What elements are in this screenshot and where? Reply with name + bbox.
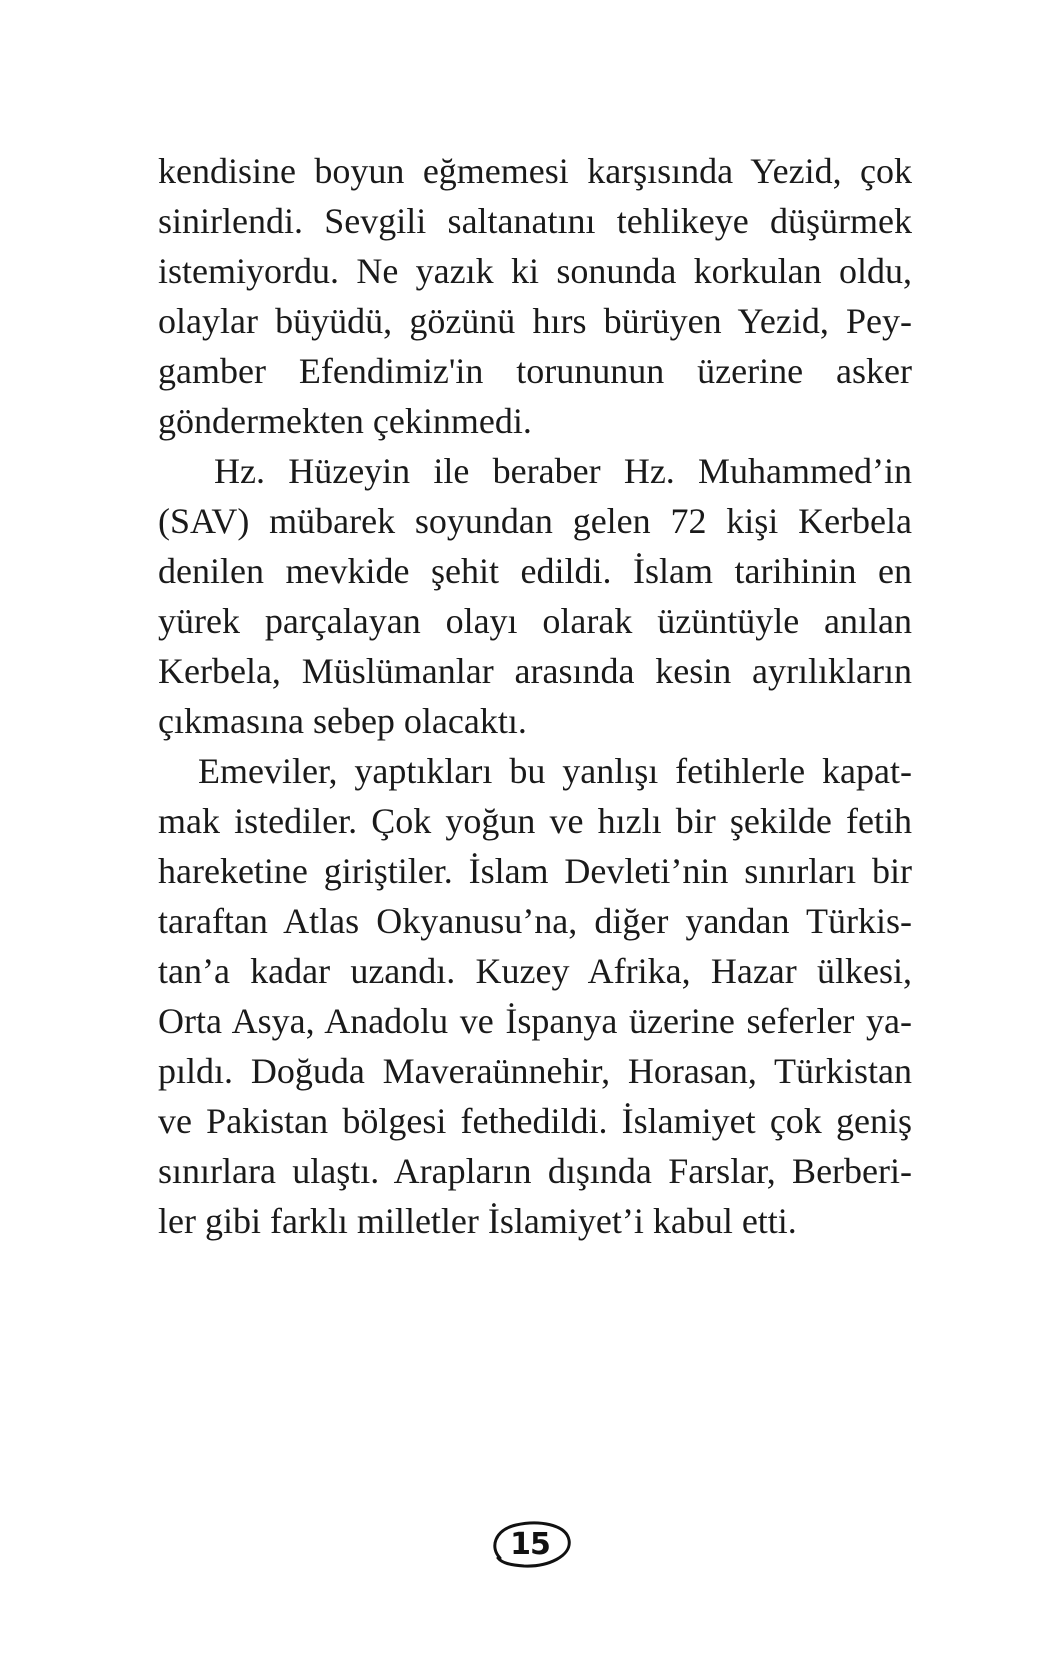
text-line: Hz. Hüzeyin ile beraber Hz. Muhammed’in — [214, 451, 912, 491]
text-line: tan’a kadar uzandı. Kuzey Afrika, Hazar ülkesi, — [158, 951, 912, 991]
text-line: kendisine boyun eğmemesi karşısında Yezid, çok — [158, 151, 912, 191]
text-line: yürek parçalayan olayı olarak üzüntüyle anılan — [158, 601, 912, 641]
text-line: Kerbela, Müslümanlar arasında kesin ayrılıkların — [158, 651, 912, 691]
text-line: istemiyordu. Ne yazık ki sonunda korkulan oldu, — [158, 251, 912, 291]
text-line: sinirlendi. Sevgili saltanatını tehlikeye düşürmek — [158, 201, 912, 241]
text-line: (SAV) mübarek soyundan gelen 72 kişi Kerbela — [158, 501, 912, 541]
page-number — [486, 1518, 574, 1572]
text-line: olaylar büyüdü, gözünü hırs bürüyen Yezid, Pey- — [158, 301, 912, 341]
text-line: Emeviler, yaptıkları bu yanlışı fetihlerle kapat- — [198, 751, 912, 791]
text-line: mak istediler. Çok yoğun ve hızlı bir şekilde fetih — [158, 801, 912, 841]
text-line: Orta Asya, Anadolu ve İspanya üzerine seferler ya- — [158, 1001, 912, 1041]
text-line: taraftan Atlas Okyanusu’na, diğer yandan Türkis- — [158, 901, 912, 941]
text-line: denilen mevkide şehit edildi. İslam tarihinin en — [158, 551, 912, 591]
page-number-value: 15 — [510, 1527, 550, 1562]
text-line: ve Pakistan bölgesi fethedildi. İslamiyet çok geniş — [158, 1101, 912, 1141]
text-line: hareketine giriştiler. İslam Devleti’nin sınırları bir — [158, 851, 912, 891]
text-line: göndermekten çekinmedi. — [158, 401, 532, 441]
text-line: gamber Efendimiz'in torununun üzerine asker — [158, 351, 912, 391]
text-line: ler gibi farklı milletler İslamiyet’i kabul etti. — [158, 1201, 797, 1241]
text-line: pıldı. Doğuda Maveraünnehir, Horasan, Türkistan — [158, 1051, 912, 1091]
text-line: çıkmasına sebep olacaktı. — [158, 701, 527, 741]
text-line: sınırlara ulaştı. Arapların dışında Farslar, Berberi- — [158, 1151, 912, 1191]
body-text — [158, 146, 912, 1246]
